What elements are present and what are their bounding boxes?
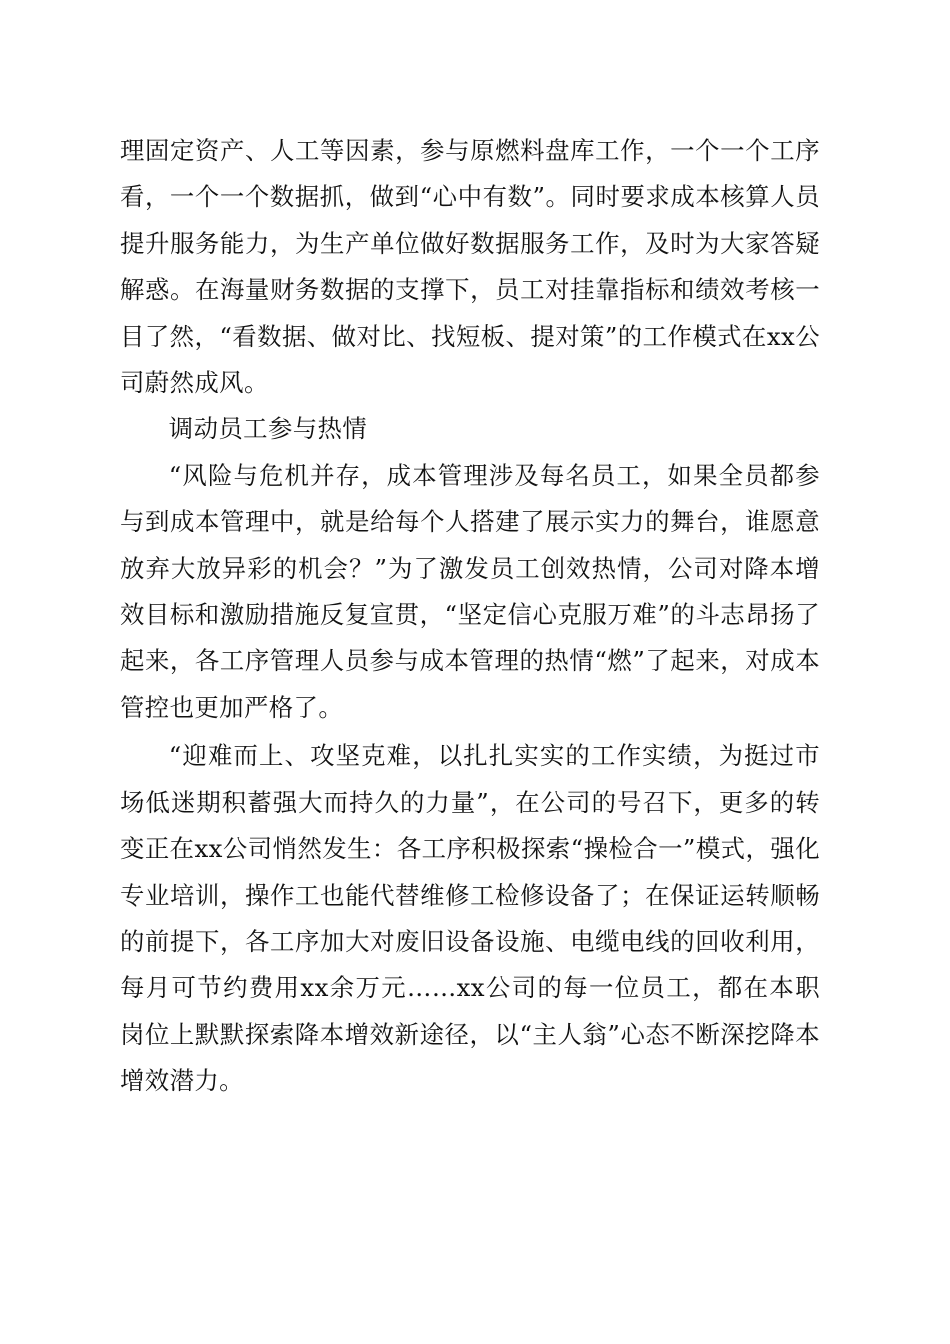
paragraph-risk: “风险与危机并存，成本管理涉及每名员工，如果全员都参与到成本管理中，就是给每个人搭建了展示实力的舞台，谁愿意放弃大放异彩的机会？”为了激发员工创效热情，公司对降本增效目标和激励措施反复宣贯，“坚定信心克服万难”的斗志昂扬了起来，各工序管理人员参与成本管理的热情“燃”了起来，对成本管控也更加严格了。 bbox=[120, 460, 820, 722]
paragraph-difficulty: “迎难而上、攻坚克难，以扎扎实实的工作实绩，为挺过市场低迷期积蓄强大而持久的力量”，在公司的号召下，更多的转变正在xx公司悄然发生：各工序积极探索“操检合一”模式，强化专业培训，操作工也能代替维修工检修设备了；在保证运转顺畅的前提下，各工序加大对废旧设备设施、电缆电线的回收利用，每月可节约费用xx余万元……xx公司的每一位员工，都在本职岗位上默默探索降本增效新途径，以“主人翁”心态不断深挖降本增效潜力。 bbox=[120, 741, 820, 1096]
document-page bbox=[120, 128, 820, 1105]
section-heading: 调动员工参与热情 bbox=[168, 414, 368, 444]
paragraph-continuation: 理固定资产、人工等因素，参与原燃料盘库工作，一个一个工序看，一个一个数据抓，做到“心中有数”。同时要求成本核算人员提升服务能力，为生产单位做好数据服务工作，及时为大家答疑解惑。在海量财务数据的支撑下，员工对挂靠指标和绩效考核一目了然，“看数据、做对比、找短板、提对策”的工作模式在xx公司蔚然成风。 bbox=[120, 136, 820, 398]
